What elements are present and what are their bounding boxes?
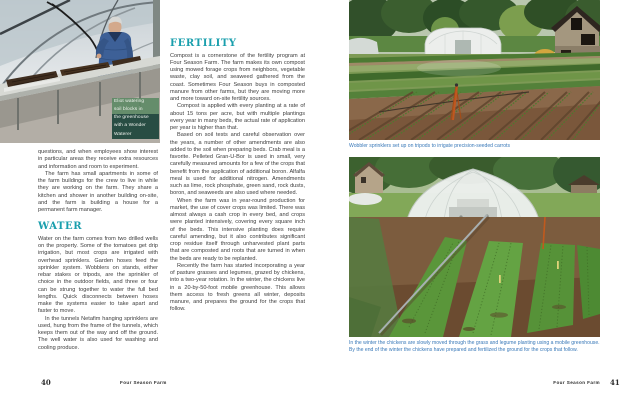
overlay-caption-line: with a Wonder bbox=[112, 123, 159, 131]
overlay-caption-line: Eliot watering bbox=[112, 98, 159, 106]
water-section-heading: WATER bbox=[38, 221, 83, 233]
body-paragraph: Recently the farm has started incorporating a year of pasture grasses and legumes, grazed by chickens, into a two-year rotation. In the winter, the chickens live in a 20-by-50-foot mobile greenhouse. This allows them access to fresh greens all winter, deposits manure, and prepares the ground for the crops that follow. bbox=[170, 262, 305, 313]
photo2-caption-line: In the winter the chickens are slowly moved through the grass and legume planting using a mobile greenhouse. bbox=[349, 340, 600, 346]
overlay-caption-line: the greenhouse bbox=[112, 114, 159, 122]
overlay-caption-line: Waterer bbox=[112, 131, 159, 139]
right-page-number: 41 bbox=[610, 378, 620, 387]
photo2-caption-line: By the end of the winter the chickens have prepared and fertilized the ground for the crops that follow. bbox=[349, 347, 578, 354]
photo-wobbler-sprinkler-field bbox=[349, 0, 600, 140]
body-paragraph: Compost is applied with every planting at a rate of about 15 tons per acre, but with multiple plantings every year in many beds, the actual rate of application per year is higher than that. bbox=[170, 103, 305, 131]
left-text-column bbox=[38, 149, 158, 352]
right-running-footer: Four Season Farm bbox=[553, 379, 600, 385]
body-paragraph: Water on the farm comes from two drilled wells on the property. Some of the tomatoes get drip irrigation, but most crops are irrigated with overhead sprinklers. Garden hoses feed the sprinkler system. Wobblers on stands, either rebar stakes or tripods, are the sprinkler of choice in the outdoor fields, and three or four can be strung together to water the full bed lengths. Quick disconnects between hoses make the systems easier to take apart and faster to move. bbox=[38, 235, 158, 315]
photo1-caption: Wobbler sprinklers set up on tripods to irrigate precision-seeded carrots bbox=[349, 143, 511, 149]
body-paragraph: Compost is a cornerstone of the fertility program at Four Season Farm. The farm makes its own compost using mowed forage crops from neighbors, vegetable waste, clay soil, and seaweed gathered from the coast. Sometimes Four Season buys in composted manure from other farms, but they are moving more and more toward on-site fertility sources. bbox=[170, 52, 305, 102]
photo-mobile-greenhouse-field bbox=[349, 157, 600, 337]
body-paragraph: Based on soil tests and careful observation over the years, a number of other amendments are also added to the soil when preparing beds. Crab meal is a favorite. Pelleted Gran-U-Bor is used in small, very carefully measured amounts for a few of the crops that benefit from the application of additional boron. Alfalfa meal is used for additional nitrogen. Amendments such as lime, rock phosphate, green sand, rock dusts, boron, and seaweeds are also used where needed. bbox=[170, 132, 305, 197]
left-running-footer: Four Season Farm bbox=[120, 379, 167, 385]
body-paragraph: In the tunnels Netafim hanging sprinklers are used, hung from the frame of the tunnels, which keeps them out of the way and off the ground. The well water is also used for washing and cooling produce. bbox=[38, 315, 158, 351]
left-page-number: 40 bbox=[41, 378, 51, 387]
overlay-caption-line: soil blocks in bbox=[112, 106, 159, 114]
fertility-text-column bbox=[170, 38, 305, 314]
body-paragraph: The farm has small apartments in some of the farm buildings for the crew to live in while they are working on the farm. They share a kitchen and shower in another building on-site, and the farm is building a house for a permanent farm manager. bbox=[38, 170, 158, 213]
body-paragraph: When the farm was in year-round production for market, the use of cover crops was limited. There was almost always a cash crop in every bed, and crops were planted intensively, covering every square inch of the beds. This intensive planting does require careful amending, but it also contributes significant crop residue itself through unharvested plant parts that are composted and roots that are turned in when the beds are ready to be replanted. bbox=[170, 197, 305, 262]
body-paragraph: questions, and when employees show interest in particular areas they receive extra resources and information and room to experiment. bbox=[38, 149, 158, 170]
photo2-caption bbox=[349, 340, 607, 355]
photo-overlay-caption bbox=[112, 98, 159, 139]
fertility-section-heading: FERTILITY bbox=[170, 38, 237, 49]
